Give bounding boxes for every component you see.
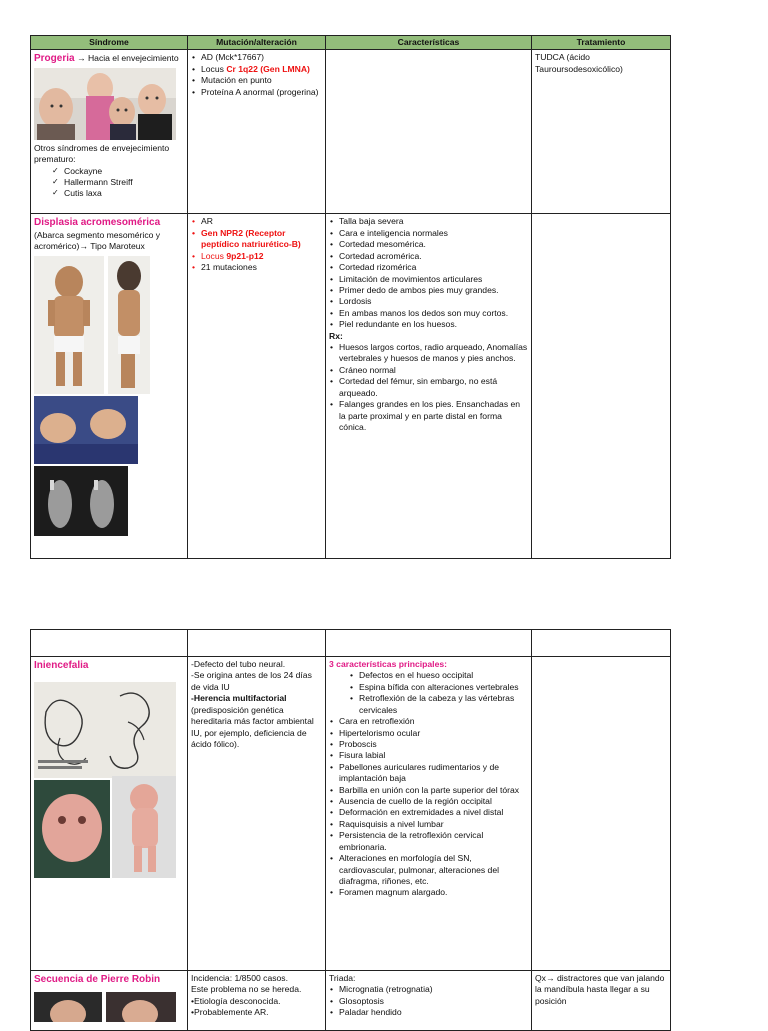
list-item: • AD (Mck*17667) xyxy=(201,52,322,63)
header-treatment: Tratamiento xyxy=(532,36,671,50)
progeria-title: Progeria xyxy=(34,53,75,65)
list-item: • Cortedad mesomérica. xyxy=(339,239,528,250)
iniencefalia-line-1: -Defecto del tubo neural. xyxy=(191,659,286,669)
pierre-photos xyxy=(34,992,176,1022)
list-item: • Cortedad del fémur, sin embargo, no está arqueado. xyxy=(339,376,528,399)
iniencefalia-photos xyxy=(34,682,176,878)
pierre-features-label: Triada: xyxy=(329,973,356,983)
list-item: • Lordosis xyxy=(339,296,528,307)
header-mutation: Mutación/alteración xyxy=(188,36,326,50)
progeria-mutation-list xyxy=(191,52,322,98)
row-pierre-robin xyxy=(31,971,671,1031)
iniencefalia-line-4: (predisposición genética hereditaria más factor ambiental IU, por ejemplo, deficiencia de ácido fólico). xyxy=(191,704,314,749)
iniencefalia-line-3: -Herencia multifactorial xyxy=(191,693,287,704)
displasia-subtitle-2: Tipo Maroteux xyxy=(90,241,145,252)
row-displasia xyxy=(31,214,671,559)
header-features: Características xyxy=(326,36,532,50)
list-item: • Deformación en extremidades a nivel distal xyxy=(339,807,528,818)
arrow-right-icon: → xyxy=(76,53,86,64)
pierre-line-2: Este problema no se hereda. xyxy=(191,984,302,995)
header-row xyxy=(31,36,671,50)
cell-displasia-mutation xyxy=(188,214,326,559)
list-item: • Micrognatia (retrognatia) xyxy=(339,984,528,995)
arrow-right-icon: → xyxy=(545,973,555,983)
list-item: • 21 mutaciones xyxy=(201,262,322,273)
cell-progeria-treatment: TUDCA (ácido Tauroursodesoxicólico) xyxy=(532,50,671,214)
arrow-right-icon: → xyxy=(79,241,88,252)
progeria-subtitle: Hacia el envejecimiento xyxy=(87,53,179,64)
pierre-features-list xyxy=(329,984,528,1018)
iniencefalia-main-features xyxy=(329,670,528,716)
cell-iniencefalia-mutation xyxy=(188,657,326,971)
list-item: • Raquisquisis a nivel lumbar xyxy=(339,819,528,830)
list-item: • Primer dedo de ambos pies muy grandes. xyxy=(339,285,528,296)
list-item: ✓ Hallermann Streiff xyxy=(64,177,184,188)
list-item: • Foramen magnum alargado. xyxy=(339,887,528,898)
list-item: • Proboscis xyxy=(339,739,528,750)
cell-displasia-treatment xyxy=(532,214,671,559)
list-item: • Mutación en punto xyxy=(201,75,322,86)
list-item: • Paladar hendido xyxy=(339,1007,528,1018)
list-item: • Cortedad acromérica. xyxy=(339,251,528,262)
row-progeria xyxy=(31,50,671,214)
pierre-line-1: Incidencia: 1/8500 casos. xyxy=(191,973,288,983)
pierre-treatment-prefix: Qx xyxy=(535,973,546,983)
list-item: • Piel redundante en los huesos. xyxy=(339,319,528,330)
rx-label: Rx: xyxy=(329,330,343,341)
list-item: • Proteína A anormal (progerina) xyxy=(201,87,322,98)
pierre-line-3: •Etiología desconocida. xyxy=(191,995,281,1006)
cell-iniencefalia-features xyxy=(326,657,532,971)
list-item: • Gen NPR2 (Receptor peptídico natriurético-B) xyxy=(201,228,322,251)
cell-pierre-mutation xyxy=(188,971,326,1031)
list-item: • Espina bífida con alteraciones vertebrales xyxy=(359,682,528,693)
displasia-rx-list xyxy=(329,342,528,433)
iniencefalia-features-list xyxy=(329,716,528,899)
list-item: • Pabellones auriculares rudimentarios y de implantación baja xyxy=(339,762,528,785)
syndromes-table-1 xyxy=(30,35,671,559)
cell-progeria-mutation xyxy=(188,50,326,214)
pierre-title: Secuencia de Pierre Robin xyxy=(34,974,161,985)
list-item: • Falanges grandes en los pies. Ensanchadas en la parte proximal y en parte distal en forma cónica. xyxy=(339,399,528,433)
syndromes-table-2 xyxy=(30,629,671,1031)
displasia-features-list xyxy=(329,216,528,330)
cell-pierre-syndrome xyxy=(31,971,188,1031)
list-item: • Retroflexión de la cabeza y las vértebras cervicales xyxy=(359,693,528,716)
cell-progeria-syndrome xyxy=(31,50,188,214)
displasia-photos xyxy=(34,256,150,536)
list-item: • Ausencia de cuello de la región occipital xyxy=(339,796,528,807)
progeria-others-label: Otros síndromes de envejecimiento prematuro: xyxy=(34,142,170,165)
cell-pierre-treatment xyxy=(532,971,671,1031)
list-item: • Persistencia de la retroflexión cervical embrionaria. xyxy=(339,830,528,853)
list-item: • En ambas manos los dedos son muy cortos. xyxy=(339,308,528,319)
displasia-mutation-list xyxy=(191,216,322,273)
pierre-line-4: •Probablemente AR. xyxy=(191,1007,269,1018)
cell-pierre-features xyxy=(326,971,532,1031)
progeria-photo xyxy=(34,68,176,140)
pierre-treatment: distractores que van jalando la mandíbula hasta llegar a su posición xyxy=(535,973,665,1006)
list-item: ✓ Cutis laxa xyxy=(64,188,184,199)
iniencefalia-features-title: 3 características principales: xyxy=(329,659,447,669)
list-item: • Locus Cr 1q22 (Gen LMNA) xyxy=(201,64,322,75)
list-item: • AR xyxy=(201,216,322,227)
header-syndrome: Síndrome xyxy=(31,36,188,50)
iniencefalia-line-2: -Se origina antes de los 24 días de vida IU xyxy=(191,670,312,692)
list-item: • Glosoptosis xyxy=(339,996,528,1007)
list-item: • Hipertelorismo ocular xyxy=(339,728,528,739)
list-item: • Defectos en el hueso occipital xyxy=(359,670,528,681)
displasia-title: Displasia acromesomérica xyxy=(34,217,161,229)
list-item: • Cara e inteligencia normales xyxy=(339,228,528,239)
cell-progeria-features xyxy=(326,50,532,214)
cell-iniencefalia-syndrome xyxy=(31,657,188,971)
progeria-others-list xyxy=(34,166,184,200)
cell-displasia-syndrome xyxy=(31,214,188,559)
displasia-subtitle: (Abarca segmento mesomérico y acromérico) xyxy=(34,229,161,252)
list-item: ✓ Cockayne xyxy=(64,166,184,177)
list-item: • Cráneo normal xyxy=(339,365,528,376)
list-item: • Cortedad rizomérica xyxy=(339,262,528,273)
row-iniencefalia xyxy=(31,657,671,971)
blank-header-row xyxy=(31,630,671,657)
list-item: • Alteraciones en morfología del SN, cardiovascular, pulmonar, alteraciones del diafragma, riñones, etc. xyxy=(339,853,528,887)
list-item: • Barbilla en unión con la parte superior del tórax xyxy=(339,785,528,796)
list-item: • Fisura labial xyxy=(339,750,528,761)
list-item: • Cara en retroflexión xyxy=(339,716,528,727)
list-item: • Locus 9p21-p12 xyxy=(201,251,322,262)
list-item: • Limitación de movimientos articulares xyxy=(339,274,528,285)
cell-iniencefalia-treatment xyxy=(532,657,671,971)
list-item: • Talla baja severa xyxy=(339,216,528,227)
iniencefalia-title: Iniencefalia xyxy=(34,660,89,671)
cell-displasia-features xyxy=(326,214,532,559)
list-item: • Huesos largos cortos, radio arqueado, Anomalías vertebrales y huesos de manos y pies anchos. xyxy=(339,342,528,365)
